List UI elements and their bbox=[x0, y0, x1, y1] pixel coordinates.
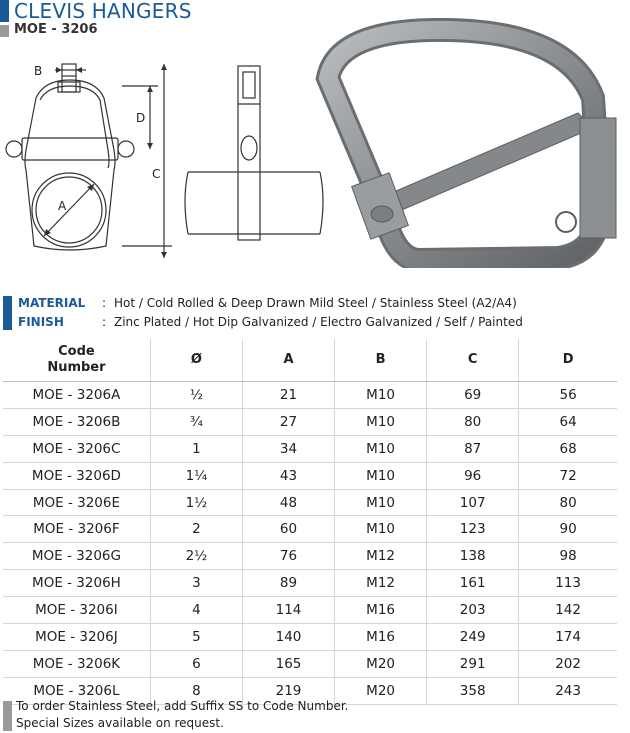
table-cell: M12 bbox=[335, 570, 427, 597]
table-cell: 1¼ bbox=[150, 462, 242, 489]
table-cell: 3 bbox=[150, 570, 242, 597]
table-cell: M10 bbox=[335, 516, 427, 543]
table-row bbox=[3, 543, 617, 570]
product-image bbox=[308, 18, 626, 268]
column-header: C bbox=[427, 339, 519, 382]
table-cell: 165 bbox=[242, 650, 334, 677]
table-row bbox=[3, 650, 617, 677]
table-row bbox=[3, 624, 617, 651]
note-accent-bar bbox=[3, 701, 12, 731]
table-cell: 243 bbox=[519, 677, 617, 704]
table-cell: M16 bbox=[335, 597, 427, 624]
table-cell: MOE - 3206K bbox=[3, 650, 150, 677]
table-cell: 113 bbox=[519, 570, 617, 597]
column-header: A bbox=[242, 339, 334, 382]
dimension-label-b: B bbox=[34, 64, 43, 78]
table-cell: 27 bbox=[242, 408, 334, 435]
table-cell: 60 bbox=[242, 516, 334, 543]
table-cell: M12 bbox=[335, 543, 427, 570]
table-cell: 107 bbox=[427, 489, 519, 516]
table-row bbox=[3, 462, 617, 489]
table-cell: MOE - 3206E bbox=[3, 489, 150, 516]
table-cell: M10 bbox=[335, 408, 427, 435]
spec-finish bbox=[18, 315, 523, 333]
spec-colon: : bbox=[102, 296, 107, 310]
table-cell: 56 bbox=[519, 382, 617, 409]
table-cell: MOE - 3206D bbox=[3, 462, 150, 489]
product-code-title: MOE - 3206 bbox=[14, 22, 98, 37]
table-cell: 138 bbox=[427, 543, 519, 570]
table-cell: 87 bbox=[427, 435, 519, 462]
table-cell: 174 bbox=[519, 624, 617, 651]
spec-value: Hot / Cold Rolled & Deep Drawn Mild Steel / Stainless Steel (A2/A4) bbox=[114, 296, 517, 310]
dimension-label-d: D bbox=[136, 111, 146, 125]
table-cell: 68 bbox=[519, 435, 617, 462]
table-cell: MOE - 3206L bbox=[3, 677, 150, 704]
title-accent-bar bbox=[0, 0, 9, 22]
table-cell: 1½ bbox=[150, 489, 242, 516]
spec-accent-bar bbox=[3, 296, 12, 330]
table-cell: 6 bbox=[150, 650, 242, 677]
table-cell: 140 bbox=[242, 624, 334, 651]
specifications bbox=[0, 294, 630, 336]
subtitle-accent-bar bbox=[0, 25, 9, 37]
spec-material bbox=[18, 296, 517, 314]
table-cell: M16 bbox=[335, 624, 427, 651]
column-header: Code Number bbox=[3, 339, 150, 382]
table-cell: 219 bbox=[242, 677, 334, 704]
table-cell: MOE - 3206A bbox=[3, 382, 150, 409]
table-cell: 80 bbox=[427, 408, 519, 435]
table-cell: ½ bbox=[150, 382, 242, 409]
table-body bbox=[3, 382, 617, 705]
table-cell: M10 bbox=[335, 382, 427, 409]
table-cell: MOE - 3206I bbox=[3, 597, 150, 624]
table-cell: 5 bbox=[150, 624, 242, 651]
table-cell: 114 bbox=[242, 597, 334, 624]
note-special-sizes: Special Sizes available on request. bbox=[16, 716, 224, 730]
table-cell: 64 bbox=[519, 408, 617, 435]
spec-label: MATERIAL bbox=[18, 296, 86, 310]
table-cell: 1 bbox=[150, 435, 242, 462]
column-header: B bbox=[335, 339, 427, 382]
table-cell: 34 bbox=[242, 435, 334, 462]
page-title: CLEVIS HANGERS bbox=[14, 0, 192, 23]
table-cell: 249 bbox=[427, 624, 519, 651]
table-cell: 76 bbox=[242, 543, 334, 570]
table-cell: M10 bbox=[335, 489, 427, 516]
table-cell: 203 bbox=[427, 597, 519, 624]
table-cell: MOE - 3206H bbox=[3, 570, 150, 597]
table-row bbox=[3, 570, 617, 597]
dimension-label-c: C bbox=[152, 167, 161, 181]
spec-value: Zinc Plated / Hot Dip Galvanized / Electro Galvanized / Self / Painted bbox=[114, 315, 523, 329]
table-cell: 2½ bbox=[150, 543, 242, 570]
table-cell: 80 bbox=[519, 489, 617, 516]
table-cell: M10 bbox=[335, 462, 427, 489]
table-row bbox=[3, 382, 617, 409]
table-header-row bbox=[3, 339, 617, 382]
table-cell: 48 bbox=[242, 489, 334, 516]
spec-colon: : bbox=[102, 315, 107, 329]
spec-label: FINISH bbox=[18, 315, 64, 329]
table-cell: 89 bbox=[242, 570, 334, 597]
table-cell: M20 bbox=[335, 677, 427, 704]
table-cell: MOE - 3206G bbox=[3, 543, 150, 570]
column-header: Ø bbox=[150, 339, 242, 382]
table-cell: 202 bbox=[519, 650, 617, 677]
table-cell: 123 bbox=[427, 516, 519, 543]
dimension-label-a: A bbox=[58, 199, 67, 213]
table-cell: 96 bbox=[427, 462, 519, 489]
dimensions-table bbox=[3, 339, 617, 705]
table-cell: 2 bbox=[150, 516, 242, 543]
table-cell: 90 bbox=[519, 516, 617, 543]
table-cell: MOE - 3206C bbox=[3, 435, 150, 462]
table-cell: 161 bbox=[427, 570, 519, 597]
table-row bbox=[3, 408, 617, 435]
table-cell: MOE - 3206F bbox=[3, 516, 150, 543]
table-cell: 4 bbox=[150, 597, 242, 624]
table-row bbox=[3, 516, 617, 543]
technical-drawing bbox=[0, 58, 340, 276]
table-cell: 72 bbox=[519, 462, 617, 489]
table-row bbox=[3, 489, 617, 516]
table-cell: M10 bbox=[335, 435, 427, 462]
table-cell: 43 bbox=[242, 462, 334, 489]
table-cell: MOE - 3206J bbox=[3, 624, 150, 651]
table-cell: 8 bbox=[150, 677, 242, 704]
table-cell: 358 bbox=[427, 677, 519, 704]
table-cell: ¾ bbox=[150, 408, 242, 435]
table-row bbox=[3, 435, 617, 462]
table-row bbox=[3, 597, 617, 624]
table-cell: MOE - 3206B bbox=[3, 408, 150, 435]
column-header: D bbox=[519, 339, 617, 382]
table-cell: 69 bbox=[427, 382, 519, 409]
table-cell: M20 bbox=[335, 650, 427, 677]
table-cell: 142 bbox=[519, 597, 617, 624]
table-cell: 98 bbox=[519, 543, 617, 570]
note-stainless: To order Stainless Steel, add Suffix SS to Code Number. bbox=[16, 699, 349, 713]
table-cell: 291 bbox=[427, 650, 519, 677]
table-cell: 21 bbox=[242, 382, 334, 409]
